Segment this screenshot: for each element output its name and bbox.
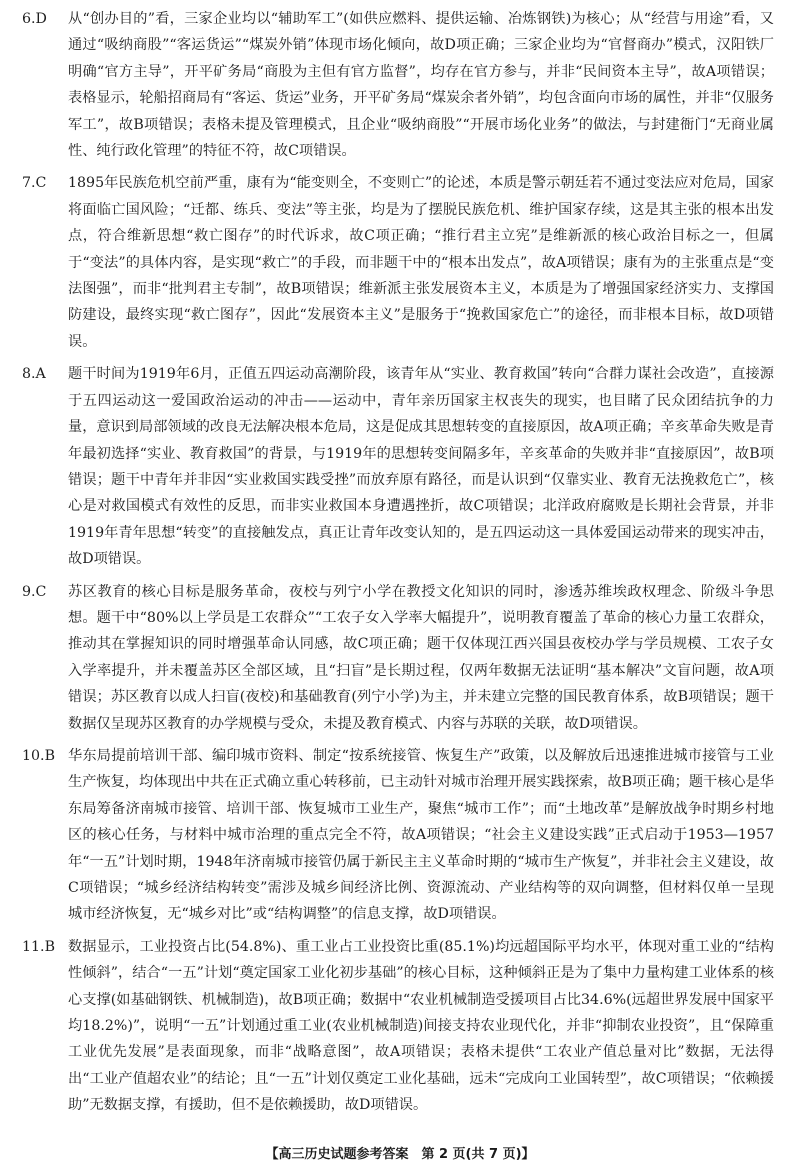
answer-item-6	[22, 6, 774, 164]
answer-number: 8.A	[22, 366, 46, 383]
answer-number: 7.C	[22, 175, 47, 192]
answer-explanation: 苏区教育的核心目标是服务革命，夜校与列宁小学在教授文化知识的同时，渗透苏维埃政权理念、阶级斗争思想。题干中“80%以上学员是工农群众”“工农子女入学率大幅提升”，说明教育覆盖了革命的核心力量工农群众，推动其在掌握知识的同时增强革命认同感，故C项正确；题干仅体现江西兴国县夜校办学与学员规模、工农子女入学率提升，并未覆盖苏区全部区域，且“扫盲”是长期过程，仅两年数据无法证明“基本解决”文盲问题，故A项错误；苏区教育以成人扫盲(夜校)和基础教育(列宁小学)为主，并未建立完整的国民教育体系，故B项错误；题干数据仅呈现苏区教育的办学规模与受众，未提及教育模式、内容与苏联的关联，故D项错误。	[68, 583, 774, 732]
answer-explanation: 题干时间为1919年6月，正值五四运动高潮阶段，该青年从“实业、教育救国”转向“合群力谋社会改造”，直接源于五四运动这一爱国政治运动的冲击——运动中，青年亲历国家主权丧失的现实，也目睹了民众团结抗争的力量，意识到局部领域的改良无法解决根本危局，这是促成其思想转变的直接原因，故A项正确；辛亥革命失败是青年最初选择“实业、教育救国”的背景，与1919年的思想转变间隔多年，辛亥革命的失败并非“直接原因”，故B项错误；题干中青年并非因“实业救国实践受挫”而放弃原有路径，而是认识到“仅靠实业、教育无法挽救危亡”，核心是对救国模式有效性的反思，而非实业救国本身遭遇挫折，故C项错误；北洋政府腐败是长期社会背景，并非1919年青年思想“转变”的直接触发点，真正让青年改变认知的，是五四运动这一具体爱国运动带来的现实冲击，故D项错误。	[68, 366, 774, 568]
answer-number: 6.D	[22, 11, 47, 27]
answer-explanation: 数据显示，工业投资占比(54.8%)、重工业占工业投资比重(85.1%)均远超国际平均水平，体现对重工业的“结构性倾斜”，结合“一五”计划“奠定国家工业化初步基础”的核心目标，这种倾斜正是为了集中力量构建工业体系的核心支撑(如基础钢铁、机械制造)，故B项正确；数据中“农业机械制造受援项目占比34.6%(远超世界发展中国家平均18.2%)”，说明“一五”计划通过重工业(农业机械制造)间接支持农业现代化，并非“抑制农业投资”，且“保障重工业优先发展”是表面现象，而非“战略意图”，故A项错误；表格未提供“工农业产值总量对比”数据，无法得出“工业产值超农业”的结论；且“一五”计划仅奠定工业化基础，远未“完成向工业国转型”，故C项错误；“依赖援助”无数据支撑，有援助，但不是依赖援助，故D项错误。	[68, 938, 774, 1114]
answer-number: 9.C	[22, 583, 47, 600]
answer-item-9	[22, 579, 774, 737]
answer-item-7	[22, 170, 774, 355]
answer-number: 11.B	[22, 938, 55, 955]
answer-explanation: 华东局提前培训干部、编印城市资料、制定“按系统接管、恢复生产”政策，以及解放后迅速推进城市接管与工业生产恢复，均体现出中共在正式确立重心转移前，已主动针对城市治理开展实践探索，故B项正确；题干核心是华东局筹备济南城市接管、培训干部、恢复城市工业生产，聚焦“城市工作”；而“土地改革”是解放战争时期乡村地区的核心任务，与材料中城市治理的重点完全不符，故A项错误；“社会主义建设实践”正式启动于1953—1957年“一五”计划时期，1948年济南城市接管仍属于新民主主义革命时期的“城市生产恢复”，并非社会主义建设，故C项错误；“城乡经济结构转变”需涉及城乡间经济比例、资源流动、产业结构等的双向调整，但材料仅单一呈现城市经济恢复，无“城乡对比”或“结构调整”的信息支撑，故D项错误。	[68, 747, 774, 923]
page-footer: 【高三历史试题参考答案 第 2 页(共 7 页)】	[265, 1147, 535, 1162]
answer-item-10	[22, 743, 774, 928]
answer-item-11	[22, 934, 774, 1119]
answer-item-8	[22, 361, 774, 572]
answer-number: 10.B	[22, 747, 55, 764]
answer-explanation: 1895年民族危机空前严重，康有为“能变则全，不变则亡”的论述，本质是警示朝廷若不通过变法应对危局，国家将面临亡国风险；“迁都、练兵、变法”等主张，均是为了摆脱民族危机、维护国家存续，这是其主张的根本出发点，符合维新思想“救亡图存”的时代诉求，故C项正确；“推行君主立宪”是维新派的核心政治目标之一，但属于“变法”的具体内容，是实现“救亡”的手段，而非题干中的“根本出发点”，故A项错误；康有为的主张重点是“变法图强”，而非“批判君主专制”，故B项错误；维新派主张发展资本主义，本质是为了增强国家经济实力、支撑国防建设，最终实现“救亡图存”，因此“发展资本主义”是服务于“挽救国家危亡”的途径，而非根本目标，故D项错误。	[68, 175, 774, 350]
answer-explanation: 从“创办目的”看，三家企业均以“辅助军工”(如供应燃料、提供运输、冶炼钢铁)为核心；从“经营与用途”看，又通过“吸纳商股”“客运货运”“煤炭外销”体现市场化倾向，故D项正确；三家企业均为“官督商办”模式，汉阳铁厂明确“官方主导”，开平矿务局“商股为主但有官方监督”，均存在官方参与，并非“民间资本主导”，故A项错误；表格显示，轮船招商局有“客运、货运”业务，开平矿务局“煤炭余者外销”，均包含面向市场的属性，并非“仅服务军工”，故B项错误；表格未提及管理模式，且企业“吸纳商股”“开展市场化业务”的做法，与封建衙门“无商业属性、纯行政化管理”的特征不符，故C项错误。	[68, 11, 774, 160]
